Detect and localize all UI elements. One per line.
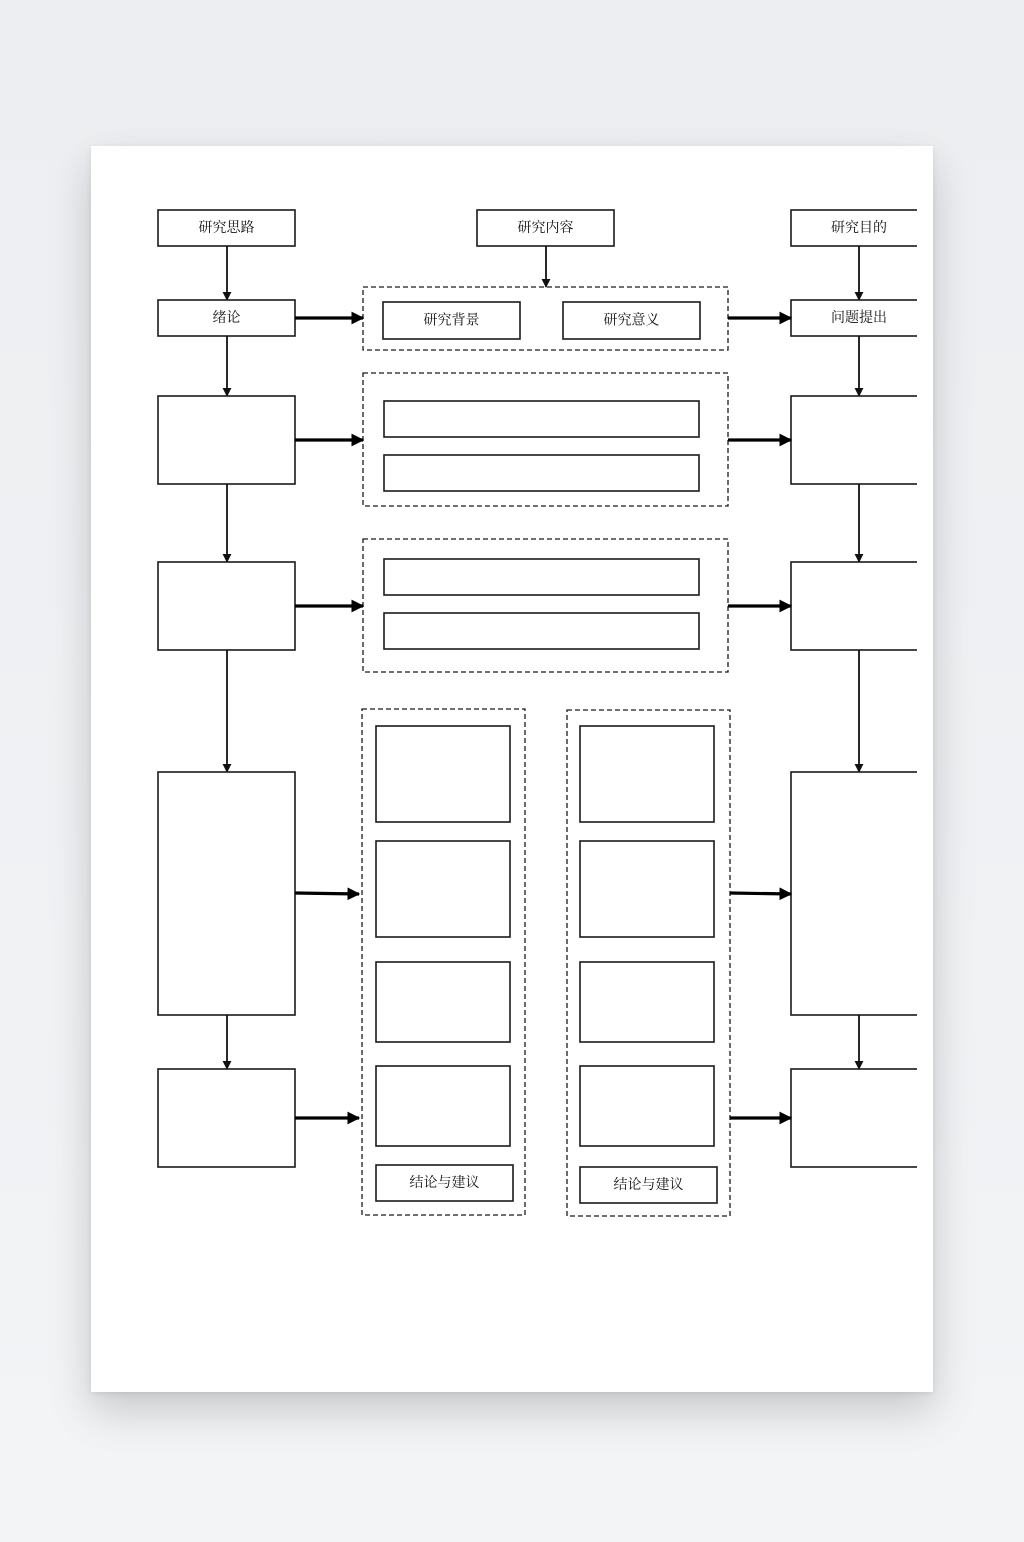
problem-box [791,300,933,336]
lower-left-box-2 [376,841,510,937]
right-step-box-5 [791,1069,933,1167]
center-header-label: 研究内容 [517,220,574,236]
conclusion-left-label: 结论与建议 [409,1175,480,1191]
center-group-3-box-1 [384,559,699,595]
center-header-box [477,210,614,246]
background-label: 研究背景 [423,312,480,329]
conclusion-left-box [376,1165,513,1201]
left-header-box [158,210,295,246]
lower-right-box-4 [580,1066,714,1146]
left-step-box-4 [158,772,295,1015]
left-step-box-3 [158,562,295,650]
left-step-box-2 [158,396,295,484]
right-header-label: 研究目的 [831,220,887,236]
center-group-2-box-1 [384,401,699,437]
significance-box [563,302,700,339]
lower-right-box-1 [580,726,714,822]
conclusion-right-box [580,1167,717,1203]
h-arrow-left-4 [295,893,359,894]
problem-label: 问题提出 [831,310,887,326]
left-step-box-5 [158,1069,295,1167]
right-step-box-3 [791,562,933,650]
right-step-box-2 [791,396,933,484]
conclusion-right-label: 结论与建议 [613,1177,684,1193]
paper-page [91,146,933,1392]
center-group-3-box-2 [384,613,699,649]
lower-right-box-2 [580,841,714,937]
right-step-box-4 [791,772,933,1015]
paper-right-margin [917,146,933,1392]
left-header-label: 研究思路 [198,220,255,236]
h-arrow-right-4 [730,893,791,894]
background-box [383,302,520,339]
flowchart-diagram [91,146,933,1392]
significance-label: 研究意义 [603,312,660,329]
lower-left-box-4 [376,1066,510,1146]
intro-box [158,300,295,336]
lower-left-box-1 [376,726,510,822]
right-header-box [791,210,933,246]
center-group-2-box-2 [384,455,699,491]
intro-label: 绪论 [212,310,241,326]
lower-right-box-3 [580,962,714,1042]
lower-left-box-3 [376,962,510,1042]
